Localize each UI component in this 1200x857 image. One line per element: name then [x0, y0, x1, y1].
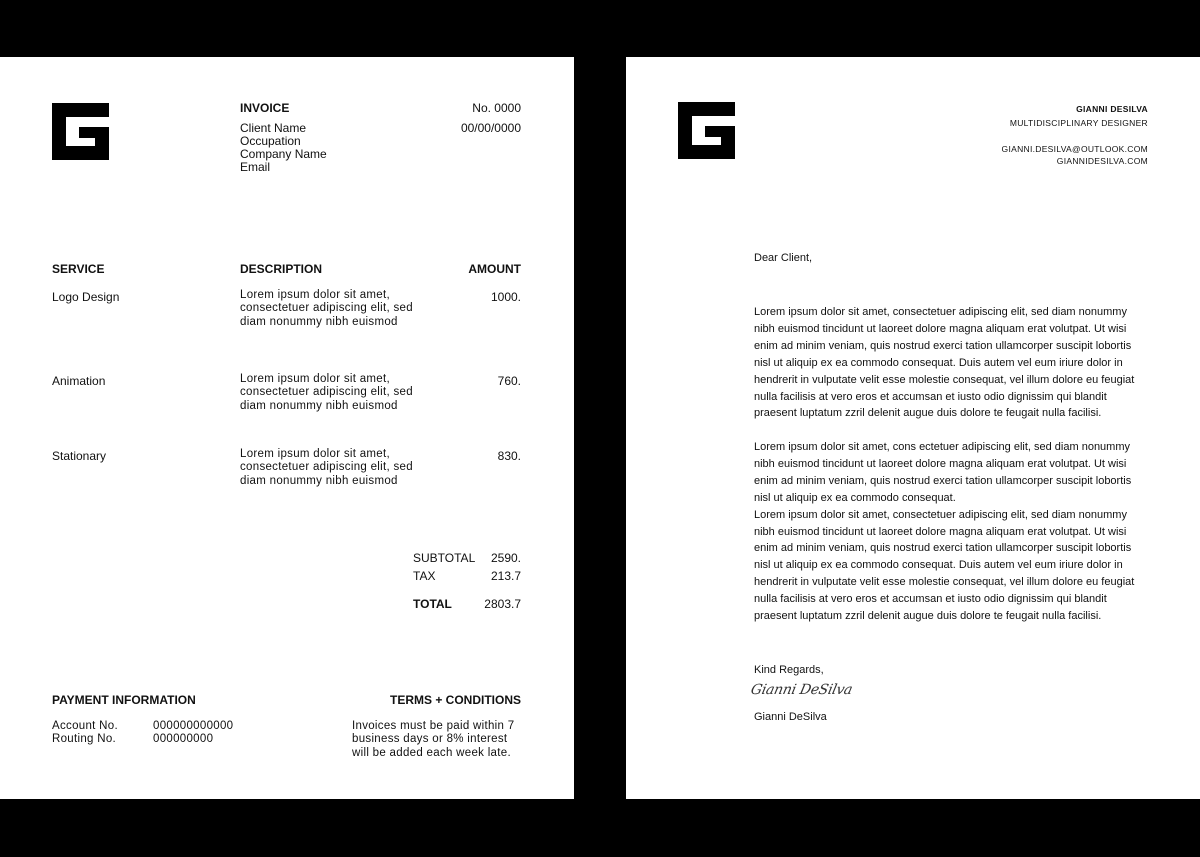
description-line: diam nonummy nibh euismod — [240, 399, 398, 412]
description-column-header: DESCRIPTION — [240, 262, 323, 276]
client-company: Company Name — [240, 147, 327, 161]
item-description — [240, 373, 413, 413]
terms-line: Invoices must be paid within 7 — [352, 720, 515, 732]
tax-label: TAX — [413, 569, 436, 583]
handwritten-signature: Gianni DeSilva — [749, 682, 854, 698]
amount-column-header: AMOUNT — [468, 262, 521, 276]
subtotal-value: 2590. — [490, 551, 521, 565]
terms-line: business days or 8% interest — [352, 733, 508, 746]
subtotal-label: SUBTOTAL — [413, 551, 476, 565]
account-number: 000000000000 — [153, 720, 234, 732]
body-line: enim ad minim veniam, quis nostrud exerci tation ullamcorper suscipit lobortis — [754, 542, 1132, 555]
description-line: Lorem ipsum dolor sit amet, — [240, 448, 390, 460]
body-line: nibh euismod tincidunt ut laoreet dolore magna aliquam erat volutpat. Ut wisi — [754, 457, 1127, 470]
item-description — [240, 289, 413, 329]
body-line: praesent luptatum zzril delenit augue duis dolore te feugait nulla facilisi. — [754, 407, 1102, 420]
invoice-page — [0, 57, 574, 799]
body-line: nibh euismod tincidunt ut laoreet dolore magna aliquam erat volutpat. Ut wisi — [754, 322, 1127, 335]
item-amount: 830. — [497, 449, 521, 463]
invoice-number: No. 0000 — [472, 101, 521, 115]
routing-label: Routing No. — [52, 733, 117, 745]
description-line: diam nonummy nibh euismod — [240, 315, 398, 328]
item-amount: 760. — [497, 374, 521, 388]
invoice-date: 00/00/0000 — [460, 121, 521, 135]
body-line: enim ad minim veniam, quis nostrud exerci tation ullamcorper suscipit lobortis — [754, 474, 1132, 487]
sender-title: MULTIDISCIPLINARY DESIGNER — [1009, 118, 1148, 128]
body-line: hendrerit in vulputate velit esse molestie consequat, vel illum dolore eu feugiat — [754, 576, 1135, 589]
client-occupation: Occupation — [240, 134, 301, 148]
g-monogram-logo-icon — [52, 103, 109, 160]
invoice-title: INVOICE — [240, 101, 290, 115]
terms-conditions-heading: TERMS + CONDITIONS — [389, 693, 521, 707]
letterhead-page — [626, 57, 1200, 799]
body-paragraph-1 — [754, 304, 1154, 422]
item-service: Stationary — [52, 449, 107, 463]
description-line: Lorem ipsum dolor sit amet, — [240, 373, 390, 385]
body-line: Lorem ipsum dolor sit amet, consectetuer adipiscing elit, sed diam nonummy — [754, 306, 1127, 318]
tax-value: 213.7 — [490, 569, 521, 583]
salutation: Dear Client, — [754, 252, 813, 264]
description-line: consectetuer adipiscing elit, sed — [240, 386, 413, 399]
body-paragraph-2 — [754, 439, 1154, 625]
description-line: Lorem ipsum dolor sit amet, — [240, 289, 390, 301]
body-line: nulla facilisis at vero eros et accumsan et iusto odio dignissim qui blandit — [754, 390, 1107, 403]
item-service: Animation — [52, 374, 106, 388]
account-label: Account No. — [52, 720, 118, 732]
item-service: Logo Design — [52, 290, 120, 304]
body-line: praesent luptatum zzril delenit augue duis dolore te feugait nulla facilisi. — [754, 610, 1102, 623]
terms-text — [352, 720, 514, 760]
body-line: nisl ut aliquip ex ea commodo consequat. Duis autem vel eum iriure dolor in — [754, 356, 1123, 369]
routing-number: 000000000 — [153, 733, 214, 745]
description-line: diam nonummy nibh euismod — [240, 474, 398, 487]
signer-name: Gianni DeSilva — [754, 711, 827, 723]
total-label: TOTAL — [413, 597, 452, 611]
body-line: Lorem ipsum dolor sit amet, cons ectetuer adipiscing elit, sed diam nonummy — [754, 441, 1131, 453]
sender-website: GIANNIDESILVA.COM — [1056, 156, 1148, 166]
body-line: enim ad minim veniam, quis nostrud exerci tation ullamcorper suscipit lobortis — [754, 339, 1132, 352]
body-line: Lorem ipsum dolor sit amet, consectetuer adipiscing elit, sed diam nonummy — [754, 508, 1127, 521]
body-line: hendrerit in vulputate velit esse molestie consequat, vel illum dolore eu feugiat — [754, 373, 1135, 386]
client-email: Email — [240, 160, 271, 174]
body-line: nulla facilisis at vero eros et accumsan et iusto odio dignissim qui blandit — [754, 593, 1107, 606]
sender-email: GIANNI.DESILVA@OUTLOOK.COM — [1001, 144, 1148, 154]
total-value: 2803.7 — [484, 597, 521, 611]
description-line: consectetuer adipiscing elit, sed — [240, 461, 413, 474]
g-monogram-logo-icon — [678, 102, 735, 159]
client-name: Client Name — [240, 121, 307, 135]
body-line: nibh euismod tincidunt ut laoreet dolore magna aliquam erat volutpat. Ut wisi — [754, 525, 1127, 538]
sender-name: GIANNI DESILVA — [1076, 104, 1148, 114]
item-amount: 1000. — [490, 290, 521, 304]
terms-line: will be added each week late. — [352, 746, 511, 759]
body-line: nisl ut aliquip ex ea commodo consequat. Duis autem vel eum iriure dolor in — [754, 559, 1123, 572]
body-line: nisl ut aliquip ex ea commodo consequat. — [754, 491, 956, 504]
service-column-header: SERVICE — [52, 262, 105, 276]
closing: Kind Regards, — [754, 664, 824, 676]
client-info — [240, 122, 327, 174]
description-line: consectetuer adipiscing elit, sed — [240, 302, 413, 315]
payment-information-heading: PAYMENT INFORMATION — [52, 693, 196, 707]
sender-block — [1002, 103, 1148, 167]
item-description — [240, 448, 413, 488]
